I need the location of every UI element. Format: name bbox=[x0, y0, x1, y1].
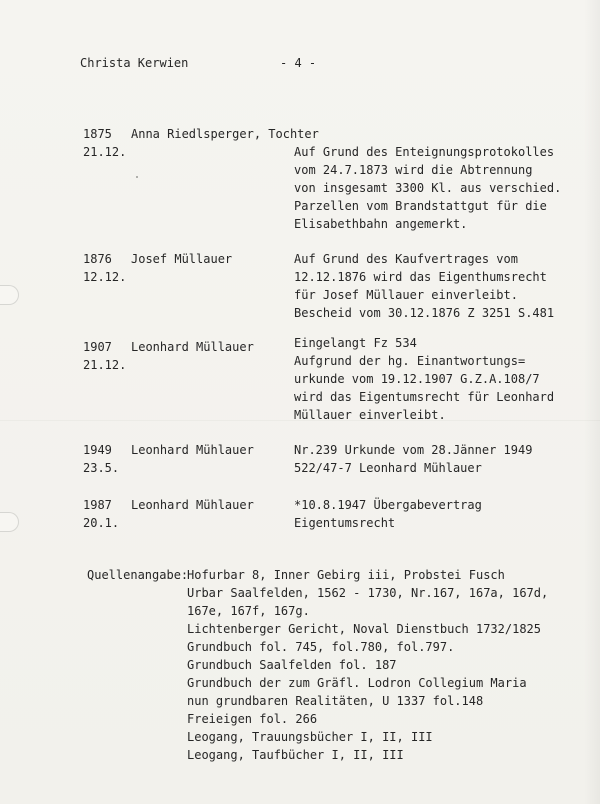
entry-text-line: von insgesamt 3300 Kl. aus verschied. bbox=[294, 181, 562, 195]
entry-text-line: Aufgrund der hg. Einantwortungs= bbox=[294, 354, 526, 368]
entry-name: Anna Riedlsperger, Tochter bbox=[131, 127, 319, 141]
entry-date: 21.12. bbox=[83, 358, 127, 372]
source-item: Grundbuch der zum Gräfl. Lodron Collegium Maria bbox=[187, 676, 527, 690]
source-item: Grundbuch Saalfelden fol. 187 bbox=[187, 658, 397, 672]
source-item: 167e, 167f, 167g. bbox=[187, 604, 310, 618]
entry-text bbox=[294, 143, 561, 233]
entry-text-line: 12.12.1876 wird das Eigenthumsrecht bbox=[294, 270, 547, 284]
entry-text-line: Müllauer einverleibt. bbox=[294, 408, 446, 422]
entry-text-line: Auf Grund des Kaufvertrages vom bbox=[294, 252, 518, 266]
header-page-number: - 4 - bbox=[280, 56, 317, 70]
punch-hole-lower bbox=[0, 512, 19, 532]
source-item: Hofurbar 8, Inner Gebirg iii, Probstei Fusch bbox=[187, 568, 505, 582]
entry-text-line: Auf Grund des Enteignungsprotokolles bbox=[294, 145, 555, 159]
page-edge-shadow bbox=[584, 0, 600, 804]
entry-text-line: 522/47-7 Leonhard Mühlauer bbox=[294, 461, 482, 475]
entry-text-line: *10.8.1947 Übergabevertrag bbox=[294, 498, 482, 512]
punch-hole-upper bbox=[0, 285, 19, 305]
entry-name: Leonhard Mühlauer bbox=[131, 443, 254, 457]
source-item: Urbar Saalfelden, 1562 - 1730, Nr.167, 167a, 167d, bbox=[187, 586, 549, 600]
entry-text-line: Eingelangt Fz 534 bbox=[294, 336, 417, 350]
entry-year: 1876 bbox=[83, 252, 112, 266]
header-author: Christa Kerwien bbox=[80, 56, 189, 70]
sources-list bbox=[187, 566, 548, 764]
entry-name: Josef Müllauer bbox=[131, 252, 233, 266]
entry-text-line: für Josef Müllauer einverleibt. bbox=[294, 288, 518, 302]
sources-label: Quellenangabe: bbox=[87, 568, 189, 582]
entry-text-line: vom 24.7.1873 wird die Abtrennung bbox=[294, 163, 533, 177]
source-item: Freieigen fol. 266 bbox=[187, 712, 318, 726]
entry-text bbox=[294, 250, 554, 322]
source-item: Leogang, Taufbücher I, II, III bbox=[187, 748, 404, 762]
source-item: Leogang, Trauungsbücher I, II, III bbox=[187, 730, 433, 744]
entry-text bbox=[294, 334, 554, 424]
entry-date: 20.1. bbox=[83, 516, 120, 530]
source-item: Lichtenberger Gericht, Noval Dienstbuch 1732/1825 bbox=[187, 622, 542, 636]
entry-text-line: Eigentumsrecht bbox=[294, 516, 396, 530]
entry-name: Leonhard Mühlauer bbox=[131, 498, 254, 512]
entry-text-line: Elisabethbahn angemerkt. bbox=[294, 217, 468, 231]
source-item: nun grundbaren Realitäten, U 1337 fol.148 bbox=[187, 694, 484, 708]
entry-year: 1875 bbox=[83, 127, 112, 141]
entry-text-line: Nr.239 Urkunde vom 28.Jänner 1949 bbox=[294, 443, 533, 457]
entry-text bbox=[294, 496, 482, 532]
entry-text bbox=[294, 441, 532, 477]
entry-date: 21.12. bbox=[83, 145, 127, 159]
entry-text-line: Parzellen vom Brandstattgut für die bbox=[294, 199, 547, 213]
entry-year: 1949 bbox=[83, 443, 112, 457]
entry-year: 1907 bbox=[83, 340, 112, 354]
entry-date: 23.5. bbox=[83, 461, 120, 475]
source-item: Grundbuch fol. 745, fol.780, fol.797. bbox=[187, 640, 455, 654]
entry-year: 1987 bbox=[83, 498, 112, 512]
entry-name: Leonhard Müllauer bbox=[131, 340, 254, 354]
entry-date: 12.12. bbox=[83, 270, 127, 284]
entry-text-line: Bescheid vom 30.12.1876 Z 3251 S.481 bbox=[294, 306, 555, 320]
entry-text-line: urkunde vom 19.12.1907 G.Z.A.108/7 bbox=[294, 372, 540, 386]
paper-speck bbox=[136, 176, 138, 178]
entry-text-line: wird das Eigentumsrecht für Leonhard bbox=[294, 390, 555, 404]
